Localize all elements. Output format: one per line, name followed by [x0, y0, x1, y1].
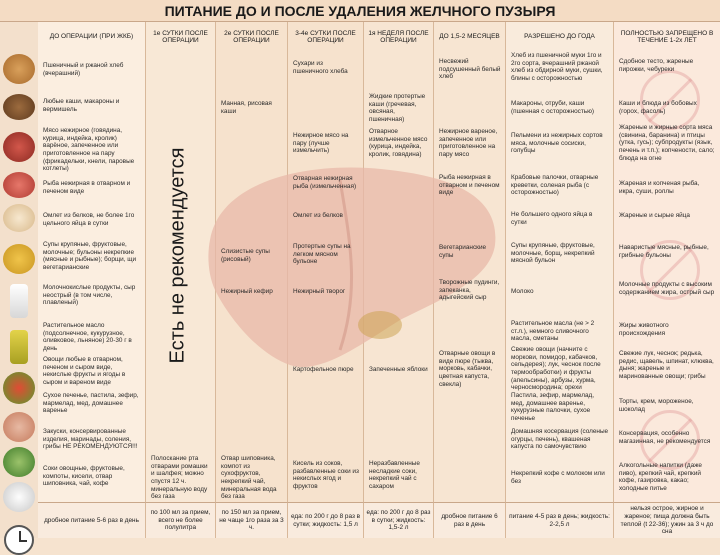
list-item: Отварная нежирная рыба (измельченная) [293, 175, 357, 190]
list-item: Запеченные яблоки [369, 366, 428, 373]
header-day-2: 2е СУТКИ ПОСЛЕ ОПЕРАЦИИ [216, 22, 288, 52]
list-item: Соки овощные, фруктовые, компоты, кисели, отвар шиповника, чай, кофе [43, 465, 125, 488]
list-item: Протертые супы на легком мясном бульоне [293, 243, 351, 266]
list-item: Овощи любые в отварном, печеном и сыром виде, некислые фрукты и ягоды в сыром и вареном виде [43, 356, 126, 387]
list-item: Растительное масла (не > 2 ст.л.), немного сливочного масла, сметаны [511, 320, 595, 343]
list-item: Хлеб из пшеничной муки 1го и 2го сорта, вчерашний ржаной хлеб из обдирной муки, сушки, блины с осторожностью [511, 52, 603, 83]
list-item: Алкогольные напитки (даже пиво), крепкий чай, крепкий кофе, газировка, какао; холодные питье [619, 462, 702, 493]
list-item: Нежирный кефир [221, 288, 273, 295]
clock-icon [4, 525, 34, 555]
list-item: Жареная и копченая рыба, икра, суши, роллы [619, 180, 700, 195]
list-item: Кисель из соков, разбавленные соки из некислых ягод и фруктов [293, 460, 359, 491]
list-item: Молоко [511, 288, 534, 295]
footer-before-surgery: дробное питание 5-6 раз в день [38, 502, 146, 538]
footer-allowed-year: питание 4-5 раз в день; жидкость: 2-2,5 л [506, 502, 614, 538]
list-item: Омлет из белков, не более 1го цельного яйца в сутки [43, 212, 135, 227]
list-item: Сухари из пшеничного хлеба [293, 60, 348, 75]
tea-icon [3, 482, 35, 512]
list-item: Вегетарианские супы [439, 244, 487, 259]
list-item: Нежирное мясо на пару (лучше измельчить) [293, 132, 349, 155]
list-item: Сдобное тесто, жареные пирожки, чебуреки [619, 58, 694, 73]
header-month-2: ДО 1,5-2 МЕСЯЦЕВ [434, 22, 506, 52]
list-item: Нежирное вареное, запеченное или приготовленное на пару мясо [439, 128, 498, 159]
footer-month-2: дробное питание 6 раз в день [434, 502, 506, 538]
list-item: Пшеничный и ржаной хлеб (вчерашний) [43, 62, 124, 77]
list-item: Омлет из белков [293, 212, 343, 219]
list-item: Макароны, отруби, каши (пшенная с осторожностью) [511, 100, 595, 115]
footer-day-3-4: еда: по 200 г до 8 раз в сутки; жидкость: 1,5 л [288, 502, 364, 538]
list-item: Некрепкий кофе с молоком или без [511, 470, 605, 485]
list-item: Сухое печенье, пастила, зефир, мармелад, мед, домашнее варенье [43, 392, 139, 415]
list-item: Каши и блюда из бобовых (горох, фасоль) [619, 100, 697, 115]
egg-icon [3, 204, 35, 232]
fish-icon [3, 172, 35, 198]
header-forbidden: ПОЛНОСТЬЮ ЗАПРЕЩЕНО В ТЕЧЕНИЕ 1-2х ЛЕТ [614, 22, 720, 52]
list-item: Полоскание рта отварами ромашки и шалфея; можно спустя 12 ч. минеральную воду без газа [151, 455, 208, 501]
list-item: Супы крупяные, фруктовые, молочные; бульоны некрепкие (мясные и рыбные); борщи, щи вегетарианские [43, 241, 137, 272]
list-item: Несвежий подсушенный белый хлеб [439, 58, 501, 81]
list-item: Жареные и сырые яйца [619, 212, 690, 219]
list-item: Рыба нежирная в отварном и печеном виде [43, 180, 131, 195]
list-item: Жареные и жирные сорта мяса (свинина, баранина) и птицы (утка, гусь); субпродукты (язык, печень и т.п.); копчености, сало; блюда на огне [619, 124, 715, 162]
list-item: Крабовые палочки, отварные креветки, соленая рыба (с осторожностью) [511, 174, 599, 197]
list-item: Жиры животного происхождения [619, 322, 669, 337]
bread-icon [3, 54, 35, 84]
list-item: Супы крупяные, фруктовые, молочные, борщ, некрепкий мясной бульон [511, 242, 595, 265]
list-item: Консервация, особенно магазинная, не рекомендуется [619, 430, 711, 445]
header-week-1: 1я НЕДЕЛЯ ПОСЛЕ ОПЕРАЦИИ [364, 22, 434, 52]
list-item: Манная, рисовая каши [221, 100, 272, 115]
list-item: Творожные пудинги, запеканка, адыгейский сыр [439, 279, 500, 302]
list-item: Свежие овощи (начните с моркови, помидор, кабачков, сельдерея); лук, чеснок после термообработки) и фрукты (апельсины), арбузы, хурма, черносмородина; орехи [511, 346, 601, 392]
list-item: Молочные продукты с высоким содержанием жира, острый сыр [619, 281, 715, 296]
list-item: Отварное измельченное мясо (курица, индейка, кролик, говядина) [369, 128, 428, 159]
not-recommended-label: Есть не рекомендуется [166, 147, 189, 363]
header-day-1: 1е СУТКИ ПОСЛЕ ОПЕРАЦИИ [146, 22, 216, 52]
header-day-3-4: 3-4е СУТКИ ПОСЛЕ ОПЕРАЦИИ [288, 22, 364, 52]
list-item: Отварные овощи в виде пюре (тыква, морковь, кабачки, цветная капуста, свекла) [439, 350, 496, 388]
list-item: Домашняя косервация (соленые огурцы, печень), квашеная капуста по самочувствию [511, 428, 609, 451]
footer-day-1: по 100 мл за прием, всего не более полулитра [146, 502, 216, 538]
list-item: Растительное масло (подсолнечное, кукурузное, оливковое, льняное) 20-30 г в день [43, 322, 132, 353]
list-item: Торты, крем, мороженое, шоколад [619, 398, 694, 413]
food-icons-strip [0, 22, 38, 538]
list-item: Любые каши, макароны и вермишель [43, 98, 120, 113]
list-item: Отвар шиповника, компот из сухофруктов, некрепкий чай, минеральная вода без газа [221, 455, 277, 501]
page-title: ПИТАНИЕ ДО И ПОСЛЕ УДАЛЕНИЯ ЖЕЛЧНОГО ПУЗЫРЯ [0, 0, 720, 22]
milk-icon [10, 284, 28, 318]
list-item: Мясо нежирное (говядина, курица, индейка, кролик) варёное, запеченное или приготовленное на пару (фрикадельки, кнели, паровые котлеты) [43, 127, 135, 173]
cookies-icon [3, 412, 35, 442]
header-before-surgery: ДО ОПЕРАЦИИ (ПРИ ЖКБ) [38, 22, 146, 52]
footer-day-2: по 150 мл за прием, не чаще 1го раза за 3 ч. [216, 502, 288, 538]
footer-forbidden: нельзя острое, жирное и жареное; пища должна быть теплой (t 22-36); ужин за 3 ч до сна [614, 502, 720, 538]
oil-icon [10, 330, 28, 364]
footer-week-1: еда: по 200 г до 8 раз в сутки; жидкость: 1,5-2 л [364, 502, 434, 538]
list-item: Рыба нежирная в отварном и печеном виде [439, 174, 500, 197]
list-item: Молочнокислые продукты, сыр неострый (в том числе, плавленый) [43, 284, 136, 307]
header-allowed-year: РАЗРЕШЕНО ДО ГОДА [506, 22, 614, 52]
list-item: Свежие лук, чеснок; редька, редис, щавель, шпинат, клюква, дыня; жареные и маринованные овощи; грибы [619, 350, 714, 381]
list-item: Нежирный творог [293, 288, 346, 295]
list-item: Жидкие протертые каши (гречевая, овсяная, пшеничная) [369, 93, 426, 124]
list-item: Не большего одного яйца в сутки [511, 211, 593, 226]
list-item: Наваристые мясные, рыбные, грибные бульоны [619, 244, 709, 259]
list-item: Пельмени из нежирных сортов мяса, молочные сосиски, голубцы [511, 132, 603, 155]
list-item: Слизистые супы (рисовый) [221, 248, 270, 263]
grain-icon [3, 94, 35, 120]
list-item: Неразбавленные несладкие соки, некрепкий чай с сахаром [369, 460, 420, 491]
vegetables-icon [3, 372, 35, 404]
list-item: Закуски, консервированные изделия, маринады, соления, грибы НЕ РЕКОМЕНДУЮТСЯ!!! [43, 428, 138, 451]
meat-icon [3, 132, 35, 162]
list-item: Пастила, зефир, мармелад, мед, домашнее варенье, кукурузные палочки, сухое печенье [511, 392, 595, 423]
soup-icon [3, 244, 35, 274]
pickles-icon [3, 447, 35, 477]
list-item: Картофельное пюре [293, 366, 354, 373]
